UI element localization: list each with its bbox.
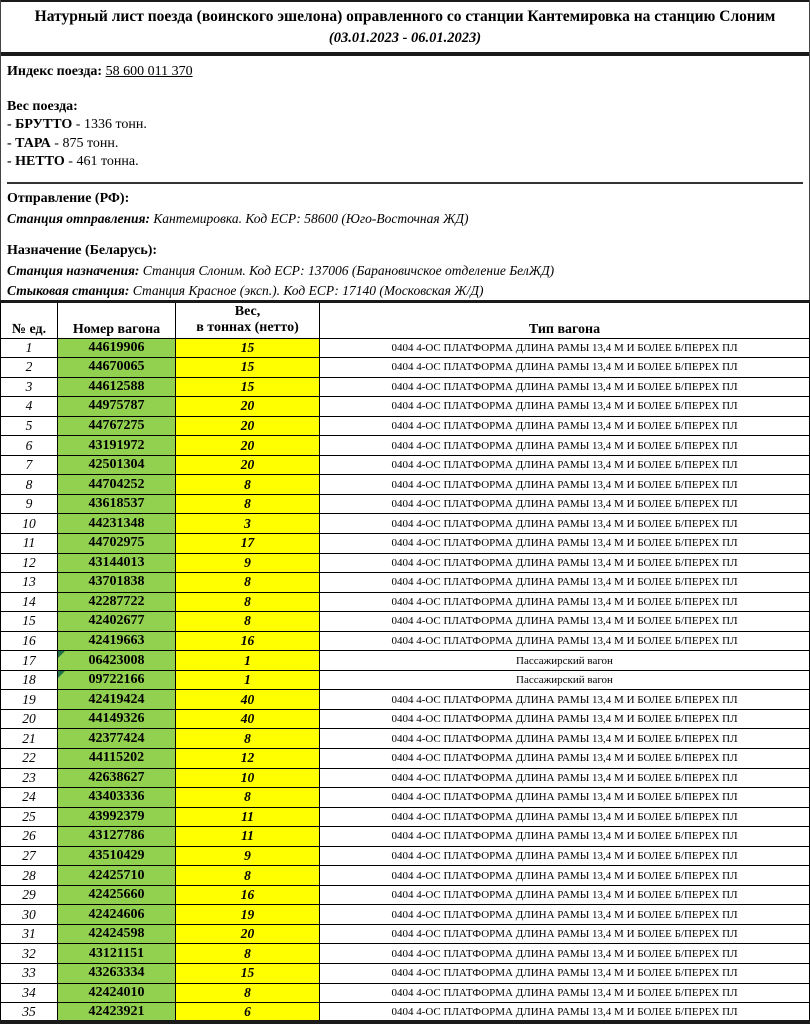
departure-station-label: Станция отправления:	[7, 210, 154, 226]
table-row	[1, 827, 810, 847]
row-number-cell: 23	[1, 768, 58, 788]
gross-weight-value: - 1336 тонн.	[72, 117, 147, 132]
row-number-cell: 12	[1, 553, 58, 573]
wagon-number-cell: 44767275	[58, 416, 176, 436]
wagon-number-cell: 44619906	[58, 338, 176, 358]
column-header-unit-number: № ед.	[1, 301, 58, 338]
destination-station-line	[7, 262, 803, 280]
net-weight-value: - 461 тонна.	[64, 154, 139, 169]
weight-cell: 8	[176, 866, 320, 886]
weight-cell: 20	[176, 455, 320, 475]
wagon-type-cell: 0404 4-ОС ПЛАТФОРМА ДЛИНА РАМЫ 13,4 М И БОЛЕЕ Б/ПЕРЕХ ПЛ	[320, 807, 810, 827]
wagon-type-cell: 0404 4-ОС ПЛАТФОРМА ДЛИНА РАМЫ 13,4 М И БОЛЕЕ Б/ПЕРЕХ ПЛ	[320, 553, 810, 573]
wagon-type-cell: 0404 4-ОС ПЛАТФОРМА ДЛИНА РАМЫ 13,4 М И БОЛЕЕ Б/ПЕРЕХ ПЛ	[320, 1003, 810, 1023]
table-row	[1, 866, 810, 886]
table-row	[1, 612, 810, 632]
train-index-label: Индекс поезда:	[7, 64, 106, 79]
wagon-number-cell: 44704252	[58, 475, 176, 495]
wagon-type-cell: Пассажирский вагон	[320, 670, 810, 690]
wagon-number-cell: 44231348	[58, 514, 176, 534]
weight-cell: 8	[176, 944, 320, 964]
wagon-number-text: 06423008	[88, 652, 145, 668]
junction-station-label: Стыковая станция:	[7, 282, 133, 298]
train-index-line	[7, 63, 803, 81]
wagon-number-cell: 42377424	[58, 729, 176, 749]
column-header-weight-line2: в тоннах (нетто)	[196, 320, 299, 335]
weight-cell: 8	[176, 788, 320, 808]
wagon-number-cell: 43144013	[58, 553, 176, 573]
row-number-cell: 19	[1, 690, 58, 710]
wagon-number-cell	[58, 670, 176, 690]
destination-heading: Назначение (Беларусь):	[7, 242, 158, 258]
section-divider	[7, 182, 803, 184]
wagon-number-cell: 42425710	[58, 866, 176, 886]
cell-corner-marker-icon	[58, 651, 65, 658]
wagon-type-cell: 0404 4-ОС ПЛАТФОРМА ДЛИНА РАМЫ 13,4 М И БОЛЕЕ Б/ПЕРЕХ ПЛ	[320, 592, 810, 612]
wagon-type-cell: 0404 4-ОС ПЛАТФОРМА ДЛИНА РАМЫ 13,4 М И БОЛЕЕ Б/ПЕРЕХ ПЛ	[320, 612, 810, 632]
row-number-cell: 24	[1, 788, 58, 808]
table-row	[1, 905, 810, 925]
train-index-value: 58 600 011 370	[105, 64, 193, 79]
row-number-cell: 32	[1, 944, 58, 964]
row-number-cell: 22	[1, 748, 58, 768]
wagon-type-cell: 0404 4-ОС ПЛАТФОРМА ДЛИНА РАМЫ 13,4 М И БОЛЕЕ Б/ПЕРЕХ ПЛ	[320, 377, 810, 397]
table-row	[1, 748, 810, 768]
wagon-number-cell: 43191972	[58, 436, 176, 456]
wagon-number-text: 09722166	[88, 672, 145, 688]
wagon-type-cell: 0404 4-ОС ПЛАТФОРМА ДЛИНА РАМЫ 13,4 М И БОЛЕЕ Б/ПЕРЕХ ПЛ	[320, 338, 810, 358]
table-row	[1, 494, 810, 514]
wagon-number-cell: 42423921	[58, 1003, 176, 1023]
table-row	[1, 533, 810, 553]
table-row	[1, 358, 810, 378]
table-row	[1, 651, 810, 671]
row-number-cell: 33	[1, 964, 58, 984]
wagon-number-cell: 42402677	[58, 612, 176, 632]
wagon-number-cell: 43127786	[58, 827, 176, 847]
net-weight-line	[7, 153, 803, 172]
row-number-cell: 27	[1, 846, 58, 866]
wagon-type-cell: 0404 4-ОС ПЛАТФОРМА ДЛИНА РАМЫ 13,4 М И БОЛЕЕ Б/ПЕРЕХ ПЛ	[320, 924, 810, 944]
wagon-type-cell: 0404 4-ОС ПЛАТФОРМА ДЛИНА РАМЫ 13,4 М И БОЛЕЕ Б/ПЕРЕХ ПЛ	[320, 768, 810, 788]
wagon-number-cell: 44702975	[58, 533, 176, 553]
row-number-cell: 30	[1, 905, 58, 925]
wagon-type-cell: 0404 4-ОС ПЛАТФОРМА ДЛИНА РАМЫ 13,4 М И БОЛЕЕ Б/ПЕРЕХ ПЛ	[320, 358, 810, 378]
weight-cell: 3	[176, 514, 320, 534]
row-number-cell: 29	[1, 885, 58, 905]
wagon-number-cell: 42424606	[58, 905, 176, 925]
weight-cell: 40	[176, 690, 320, 710]
row-number-cell: 10	[1, 514, 58, 534]
weight-cell: 8	[176, 592, 320, 612]
wagon-number-cell: 42638627	[58, 768, 176, 788]
wagon-number-cell: 42425660	[58, 885, 176, 905]
wagon-number-cell: 43618537	[58, 494, 176, 514]
wagon-table-body	[1, 338, 810, 1022]
weight-cell: 12	[176, 748, 320, 768]
wagon-number-cell: 44612588	[58, 377, 176, 397]
wagon-number-cell: 42424010	[58, 983, 176, 1003]
table-row	[1, 377, 810, 397]
weight-cell: 17	[176, 533, 320, 553]
weight-cell: 20	[176, 416, 320, 436]
wagon-type-cell: 0404 4-ОС ПЛАТФОРМА ДЛИНА РАМЫ 13,4 М И БОЛЕЕ Б/ПЕРЕХ ПЛ	[320, 944, 810, 964]
wagon-type-cell: 0404 4-ОС ПЛАТФОРМА ДЛИНА РАМЫ 13,4 М И БОЛЕЕ Б/ПЕРЕХ ПЛ	[320, 964, 810, 984]
table-row	[1, 553, 810, 573]
weight-cell: 15	[176, 338, 320, 358]
row-number-cell: 25	[1, 807, 58, 827]
wagon-number-cell: 42501304	[58, 455, 176, 475]
wagon-number-cell: 42419424	[58, 690, 176, 710]
wagon-type-cell: 0404 4-ОС ПЛАТФОРМА ДЛИНА РАМЫ 13,4 М И БОЛЕЕ Б/ПЕРЕХ ПЛ	[320, 397, 810, 417]
table-row	[1, 670, 810, 690]
wagon-type-cell: 0404 4-ОС ПЛАТФОРМА ДЛИНА РАМЫ 13,4 М И БОЛЕЕ Б/ПЕРЕХ ПЛ	[320, 709, 810, 729]
row-number-cell: 3	[1, 377, 58, 397]
row-number-cell: 18	[1, 670, 58, 690]
wagon-table-header	[1, 301, 810, 338]
row-number-cell: 6	[1, 436, 58, 456]
wagon-number-cell: 43510429	[58, 846, 176, 866]
wagon-type-cell: 0404 4-ОС ПЛАТФОРМА ДЛИНА РАМЫ 13,4 М И БОЛЕЕ Б/ПЕРЕХ ПЛ	[320, 748, 810, 768]
wagon-number-cell: 43701838	[58, 573, 176, 593]
table-row	[1, 983, 810, 1003]
row-number-cell: 16	[1, 631, 58, 651]
wagon-number-cell: 43121151	[58, 944, 176, 964]
row-number-cell: 8	[1, 475, 58, 495]
wagon-number-cell: 43263334	[58, 964, 176, 984]
row-number-cell: 5	[1, 416, 58, 436]
train-info-section	[1, 63, 809, 300]
row-number-cell: 14	[1, 592, 58, 612]
weight-cell: 8	[176, 983, 320, 1003]
table-row	[1, 1003, 810, 1023]
wagon-type-cell: 0404 4-ОС ПЛАТФОРМА ДЛИНА РАМЫ 13,4 М И БОЛЕЕ Б/ПЕРЕХ ПЛ	[320, 416, 810, 436]
row-number-cell: 17	[1, 651, 58, 671]
wagon-type-cell: Пассажирский вагон	[320, 651, 810, 671]
tare-weight-line	[7, 135, 803, 154]
page-title: Натурный лист поезда (воинского эшелона) оправленного со станции Кантемировка на станцию Слоним	[34, 8, 776, 25]
table-row	[1, 631, 810, 651]
table-row	[1, 416, 810, 436]
departure-heading: Отправление (РФ):	[7, 190, 130, 206]
table-row	[1, 846, 810, 866]
row-number-cell: 1	[1, 338, 58, 358]
weight-cell: 6	[176, 1003, 320, 1023]
weight-cell: 10	[176, 768, 320, 788]
weight-cell: 1	[176, 670, 320, 690]
weight-cell: 19	[176, 905, 320, 925]
weight-cell: 15	[176, 964, 320, 984]
row-number-cell: 4	[1, 397, 58, 417]
row-number-cell: 34	[1, 983, 58, 1003]
row-number-cell: 26	[1, 827, 58, 847]
destination-station-label: Станция назначения:	[7, 262, 143, 278]
wagon-type-cell: 0404 4-ОС ПЛАТФОРМА ДЛИНА РАМЫ 13,4 М И БОЛЕЕ Б/ПЕРЕХ ПЛ	[320, 788, 810, 808]
row-number-cell: 35	[1, 1003, 58, 1023]
wagon-type-cell: 0404 4-ОС ПЛАТФОРМА ДЛИНА РАМЫ 13,4 М И БОЛЕЕ Б/ПЕРЕХ ПЛ	[320, 573, 810, 593]
wagon-type-cell: 0404 4-ОС ПЛАТФОРМА ДЛИНА РАМЫ 13,4 М И БОЛЕЕ Б/ПЕРЕХ ПЛ	[320, 514, 810, 534]
train-weight-heading: Вес поезда:	[7, 99, 78, 114]
table-row	[1, 436, 810, 456]
date-range: (03.01.2023 - 06.01.2023)	[328, 30, 482, 46]
weight-cell: 16	[176, 631, 320, 651]
table-row	[1, 338, 810, 358]
column-header-weight-line1: Вес,	[234, 304, 261, 319]
wagon-number-cell: 42419663	[58, 631, 176, 651]
wagon-type-cell: 0404 4-ОС ПЛАТФОРМА ДЛИНА РАМЫ 13,4 М И БОЛЕЕ Б/ПЕРЕХ ПЛ	[320, 690, 810, 710]
table-row	[1, 573, 810, 593]
weight-cell: 8	[176, 573, 320, 593]
table-row	[1, 944, 810, 964]
weight-cell: 9	[176, 553, 320, 573]
destination-station-value: Станция Слоним. Код ЕСР: 137006 (Барановичское отделение БелЖД)	[142, 262, 555, 278]
table-row	[1, 455, 810, 475]
wagon-number-cell: 43403336	[58, 788, 176, 808]
wagon-type-cell: 0404 4-ОС ПЛАТФОРМА ДЛИНА РАМЫ 13,4 М И БОЛЕЕ Б/ПЕРЕХ ПЛ	[320, 885, 810, 905]
gross-weight-line	[7, 116, 803, 135]
wagon-type-cell: 0404 4-ОС ПЛАТФОРМА ДЛИНА РАМЫ 13,4 М И БОЛЕЕ Б/ПЕРЕХ ПЛ	[320, 436, 810, 456]
wagon-type-cell: 0404 4-ОС ПЛАТФОРМА ДЛИНА РАМЫ 13,4 М И БОЛЕЕ Б/ПЕРЕХ ПЛ	[320, 455, 810, 475]
wagon-number-cell: 44149326	[58, 709, 176, 729]
row-number-cell: 9	[1, 494, 58, 514]
wagon-type-cell: 0404 4-ОС ПЛАТФОРМА ДЛИНА РАМЫ 13,4 М И БОЛЕЕ Б/ПЕРЕХ ПЛ	[320, 475, 810, 495]
weight-cell: 8	[176, 475, 320, 495]
table-row	[1, 475, 810, 495]
wagon-number-cell: 44975787	[58, 397, 176, 417]
net-weight-label: - НЕТТО	[7, 154, 65, 169]
row-number-cell: 31	[1, 924, 58, 944]
column-header-weight	[176, 301, 320, 338]
weight-cell: 1	[176, 651, 320, 671]
wagon-type-cell: 0404 4-ОС ПЛАТФОРМА ДЛИНА РАМЫ 13,4 М И БОЛЕЕ Б/ПЕРЕХ ПЛ	[320, 827, 810, 847]
weight-cell: 9	[176, 846, 320, 866]
wagon-type-cell: 0404 4-ОС ПЛАТФОРМА ДЛИНА РАМЫ 13,4 М И БОЛЕЕ Б/ПЕРЕХ ПЛ	[320, 631, 810, 651]
weight-cell: 8	[176, 494, 320, 514]
table-row	[1, 788, 810, 808]
wagon-type-cell: 0404 4-ОС ПЛАТФОРМА ДЛИНА РАМЫ 13,4 М И БОЛЕЕ Б/ПЕРЕХ ПЛ	[320, 533, 810, 553]
row-number-cell: 28	[1, 866, 58, 886]
table-row	[1, 768, 810, 788]
weight-cell: 8	[176, 612, 320, 632]
table-row	[1, 592, 810, 612]
table-row	[1, 397, 810, 417]
weight-cell: 11	[176, 827, 320, 847]
table-row	[1, 924, 810, 944]
wagon-type-cell: 0404 4-ОС ПЛАТФОРМА ДЛИНА РАМЫ 13,4 М И БОЛЕЕ Б/ПЕРЕХ ПЛ	[320, 866, 810, 886]
wagon-number-cell: 42424598	[58, 924, 176, 944]
table-row	[1, 807, 810, 827]
tare-weight-value: - 875 тонн.	[50, 135, 119, 151]
wagon-type-cell: 0404 4-ОС ПЛАТФОРМА ДЛИНА РАМЫ 13,4 М И БОЛЕЕ Б/ПЕРЕХ ПЛ	[320, 846, 810, 866]
wagon-table	[0, 300, 810, 1024]
row-number-cell: 20	[1, 709, 58, 729]
row-number-cell: 15	[1, 612, 58, 632]
table-row	[1, 709, 810, 729]
weight-cell: 8	[176, 729, 320, 749]
cell-corner-marker-icon	[58, 671, 65, 678]
column-header-wagon-number: Номер вагона	[58, 301, 176, 338]
wagon-number-cell: 42287722	[58, 592, 176, 612]
weight-cell: 20	[176, 436, 320, 456]
table-row	[1, 514, 810, 534]
row-number-cell: 7	[1, 455, 58, 475]
table-row	[1, 690, 810, 710]
row-number-cell: 11	[1, 533, 58, 553]
weight-cell: 11	[176, 807, 320, 827]
junction-station-value: Станция Красное (эксп.). Код ЕСР: 17140 (Московская Ж/Д)	[132, 282, 484, 298]
tare-weight-label: - ТАРА	[7, 135, 51, 151]
weight-cell: 40	[176, 709, 320, 729]
weight-cell: 15	[176, 377, 320, 397]
row-number-cell: 13	[1, 573, 58, 593]
gross-weight-label: - БРУТТО	[7, 117, 73, 132]
wagon-type-cell: 0404 4-ОС ПЛАТФОРМА ДЛИНА РАМЫ 13,4 М И БОЛЕЕ Б/ПЕРЕХ ПЛ	[320, 983, 810, 1003]
wagon-number-cell: 43992379	[58, 807, 176, 827]
row-number-cell: 2	[1, 358, 58, 378]
departure-station-value: Кантемировка. Код ЕСР: 58600 (Юго-Восточная ЖД)	[153, 210, 469, 226]
table-row	[1, 885, 810, 905]
weight-cell: 20	[176, 397, 320, 417]
table-row	[1, 729, 810, 749]
wagon-type-cell: 0404 4-ОС ПЛАТФОРМА ДЛИНА РАМЫ 13,4 М И БОЛЕЕ Б/ПЕРЕХ ПЛ	[320, 494, 810, 514]
column-header-wagon-type: Тип вагона	[320, 301, 810, 338]
wagon-number-cell: 44115202	[58, 748, 176, 768]
weight-cell: 15	[176, 358, 320, 378]
document-header	[1, 0, 809, 56]
wagon-number-cell	[58, 651, 176, 671]
wagon-type-cell: 0404 4-ОС ПЛАТФОРМА ДЛИНА РАМЫ 13,4 М И БОЛЕЕ Б/ПЕРЕХ ПЛ	[320, 729, 810, 749]
table-row	[1, 964, 810, 984]
junction-station-line	[7, 282, 803, 300]
weight-cell: 16	[176, 885, 320, 905]
departure-station-line	[7, 210, 803, 228]
wagon-type-cell: 0404 4-ОС ПЛАТФОРМА ДЛИНА РАМЫ 13,4 М И БОЛЕЕ Б/ПЕРЕХ ПЛ	[320, 905, 810, 925]
row-number-cell: 21	[1, 729, 58, 749]
wagon-number-cell: 44670065	[58, 358, 176, 378]
weight-cell: 20	[176, 924, 320, 944]
